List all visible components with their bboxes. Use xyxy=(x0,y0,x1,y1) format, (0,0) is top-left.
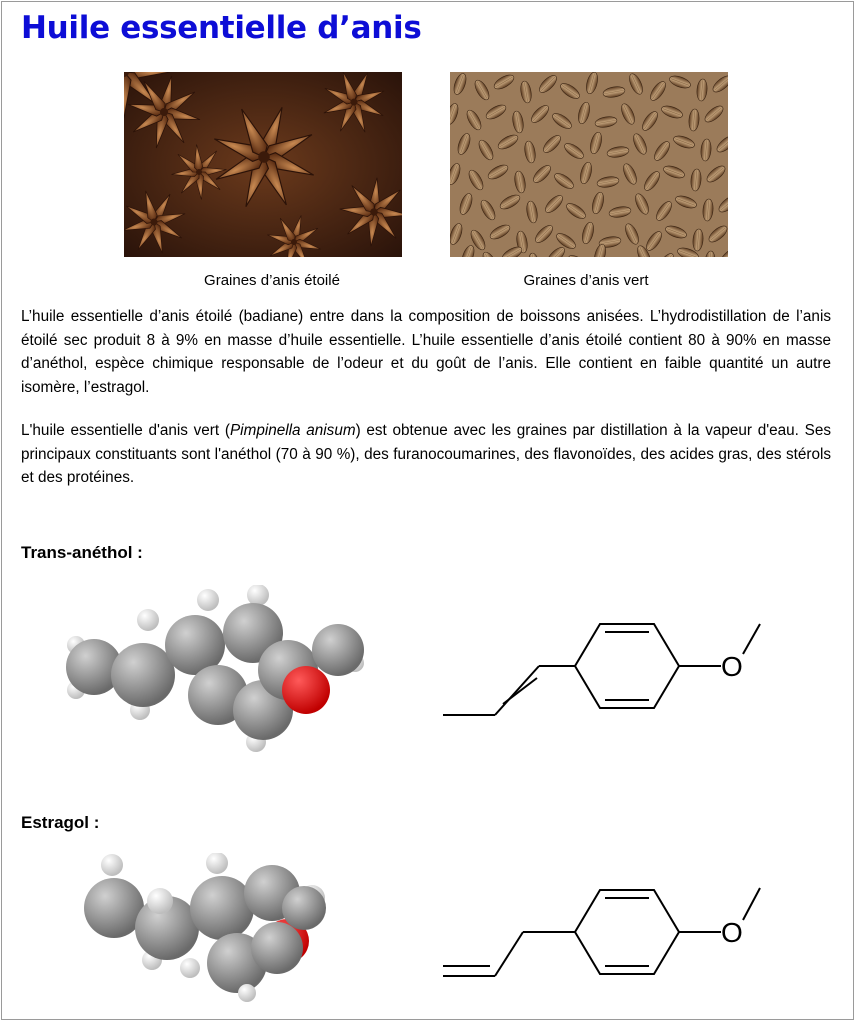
green-anise-caption: Graines d’anis vert xyxy=(523,272,649,289)
star-anise-photo xyxy=(124,72,402,257)
paragraph-green-anise-part1: L'huile essentielle d'anis vert ( xyxy=(21,422,230,439)
page-title: Huile essentielle d’anis xyxy=(21,10,422,46)
trans-anethol-3d-model xyxy=(58,585,368,755)
trans-anethol-heading: Trans-anéthol : xyxy=(21,543,143,562)
star-anise-caption: Graines d’anis étoilé xyxy=(204,272,340,289)
paragraph-green-anise-part2: ) est obtenue avec les graines par distillation à la vapeur d'eau. Ses principaux constituants sont l'anéthol (70 à 90 %), des furanocoumarines, des flavonoïdes, des acides gras, des stérols et des protéines. xyxy=(21,422,831,486)
latin-name: Pimpinella anisum xyxy=(229,422,356,439)
oxygen-label: O xyxy=(721,651,743,682)
estragol-heading: Estragol : xyxy=(21,813,100,832)
estragol-skeletal-formula xyxy=(435,868,775,993)
trans-anethol-skeletal-formula xyxy=(435,600,775,730)
green-anise-photo xyxy=(450,72,728,257)
paragraph-green-anise xyxy=(21,419,831,490)
oxygen-label: O xyxy=(721,917,743,948)
estragol-3d-model xyxy=(72,853,372,1003)
paragraph-star-anise: L’huile essentielle d’anis étoilé (badiane) entre dans la composition de boissons anisées. L’hydrodistillation de l’anis étoilé sec produit 8 à 9% en masse d’huile essentielle. L’huile essentielle d’anis étoilé contient 80 à 90% en masse d’anéthol, espèce chimique responsable de l’odeur et du goût de l’anis. Elle contient en faible quantité un autre isomère, l’estragol. xyxy=(21,308,831,396)
